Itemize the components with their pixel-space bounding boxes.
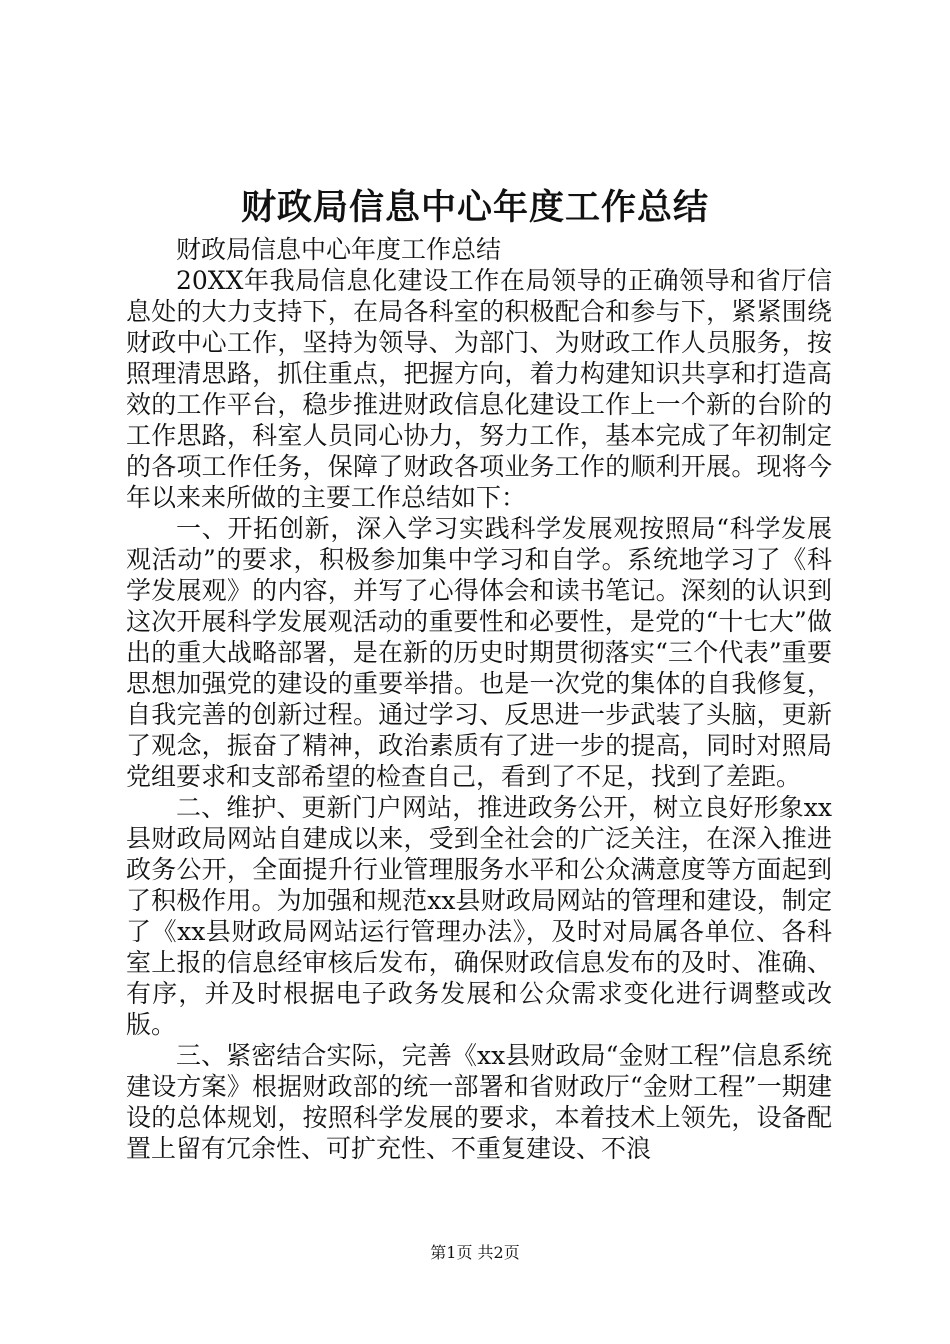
paragraph-section-1: 一、开拓创新，深入学习实践科学发展观按照局“科学发展观活动”的要求，积极参加集中学习和自学。系统地学习了《科学发展观》的内容，并写了心得体会和读书笔记。深刻的认识到这次开展科学发展观活动的重要性和必要性，是党的“十七大”做出的重大战略部署，是在新的历史时期贯彻落实“三个代表”重要思想加强党的建设的重要举措。也是一次党的集体的自我修复，自我完善的创新过程。通过学习、反思进一步武装了头脑，更新了观念，振奋了精神，政治素质有了进一步的提高，同时对照局党组要求和支部希望的检查自己，看到了不足，找到了差距。: [126, 514, 832, 791]
document-title: 财政局信息中心年度工作总结: [240, 187, 709, 228]
paragraph-intro: 20XX年我局信息化建设工作在局领导的正确领导和省厅信息处的大力支持下，在局各科室的积极配合和参与下，紧紧围绕财政中心工作，坚持为领导、为部门、为财政工作人员服务，按照理清思路，抓住重点，把握方向，着力构建知识共享和打造高效的工作平台，稳步推进财政信息化建设工作上一个新的台阶的工作思路，科室人员同心协力，努力工作，基本完成了年初制定的各项工作任务，保障了财政各项业务工作的顺利开展。现将今年以来来所做的主要工作总结如下：: [126, 266, 832, 512]
paragraph-subtitle: 财政局信息中心年度工作总结: [176, 235, 502, 264]
document-body: [126, 234, 832, 1164]
paragraph-section-3: 三、紧密结合实际，完善《xx县财政局“金财工程”信息系统建设方案》根据财政部的统一部署和省财政厅“金财工程”一期建设的总体规划，按照科学发展的要求，本着技术上领先，设备配置上留有冗余性、可扩充性、不重复建设、不浪: [126, 1041, 832, 1163]
paragraph-section-2: 二、维护、更新门户网站，推进政务公开，树立良好形象xx县财政局网站自建成以来，受到全社会的广泛关注，在深入推进政务公开，全面提升行业管理服务水平和公众满意度等方面起到了积极作用。为加强和规范xx县财政局网站的管理和建设，制定了《xx县财政局网站运行管理办法》，及时对局属各单位、各科室上报的信息经审核后发布，确保财政信息发布的及时、准确、有序，并及时根据电子政务发展和公众需求变化进行调整或改版。: [126, 793, 832, 1039]
page-number-footer: 第1页 共2页: [430, 1243, 520, 1262]
